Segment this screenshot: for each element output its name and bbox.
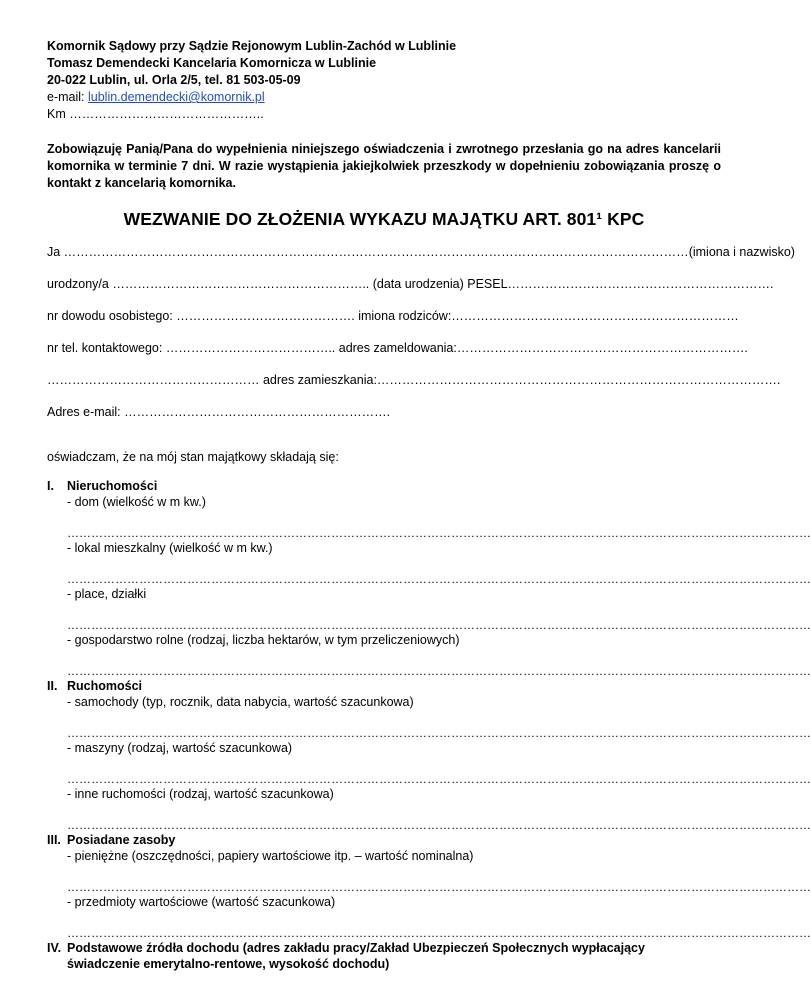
list-item: - gospodarstwo rolne (rodzaj, liczba hektarów, w tym przeliczeniowych)	[67, 633, 460, 647]
list-item: - samochody (typ, rocznik, data nabycia, wartość szacunkowa)	[67, 695, 414, 709]
header-office: Tomasz Demendecki Kancelaria Komornicza w Lublinie	[47, 56, 377, 70]
email-field: Adres e-mail: ……………………………………………………….	[47, 405, 391, 419]
residence-label: …………………………………………… adres zamieszkania:	[47, 373, 377, 387]
document-title: WEZWANIE DO ZŁOŻENIA WYKAZU MAJĄTKU ART. 801¹ KPC	[123, 209, 645, 229]
phone-registration-row	[47, 340, 748, 356]
list-item: - dom (wielkość w m kw.)	[67, 495, 206, 509]
name-field-row	[47, 244, 795, 260]
residence-row	[47, 372, 781, 388]
section-title: Podstawowe źródła dochodu (adres zakładu pracy/Zakład Ubezpieczeń Społecznych wypłacający świadczenie emerytalno-rentowe, wysokość dochodu)	[67, 941, 645, 971]
birth-pesel-row	[47, 276, 774, 292]
id-parents-row	[47, 308, 739, 324]
obligation-notice: Zobowiązuję Panią/Pana do wypełnienia niniejszego oświadczenia i zwrotnego przesłania go na adres kancelarii komornika w terminie 7 dni. W razie wystąpienia jakiejkolwiek przeszkody w dopełnieniu zobowiązania proszę o kontakt z kancelarią komornika.	[47, 142, 721, 190]
section-assets	[47, 832, 811, 940]
list-item: - inne ruchomości (rodzaj, wartość szacunkowa)	[67, 787, 334, 801]
section-title: Ruchomości	[67, 679, 143, 693]
fill-in-line: ……………………………………………………………………………………………………………………………………………………………………	[67, 818, 811, 832]
pesel-field: ……………………………………………………….	[507, 277, 774, 291]
document-page	[47, 38, 811, 972]
list-item: - przedmioty wartościowe (wartość szacunkowa)	[67, 895, 336, 909]
name-field-label: (imiona i nazwisko)	[688, 245, 795, 259]
fill-in-line: ……………………………………………………………………………………………………………………………………………………………………	[67, 772, 811, 786]
phone-field: nr tel. kontaktowego: ………………………………….. adres zameldowania:	[47, 341, 457, 355]
email-link[interactable]: lublin.demendecki@komornik.pl	[87, 90, 265, 104]
list-item: - lokal mieszkalny (wielkość w m kw.)	[67, 541, 273, 555]
residence-address-field: …………………………………………………………………………………….	[376, 373, 781, 387]
section-title: Posiadane zasoby	[67, 833, 176, 847]
parents-names-field: ……………………………………………………………	[451, 309, 739, 323]
list-item: - maszyny (rodzaj, wartość szacunkowa)	[67, 741, 293, 755]
section-real-estate	[47, 478, 811, 678]
section-number: II.	[47, 679, 58, 693]
fill-in-line: ……………………………………………………………………………………………………………………………………………………………………	[67, 526, 811, 540]
section-number: III.	[47, 833, 61, 847]
list-item: - pieniężne (oszczędności, papiery wartościowe itp. – wartość nominalna)	[67, 849, 474, 863]
birth-date-field: urodzony/a …………………………………………………….. (data urodzenia) PESEL	[47, 277, 508, 291]
list-item: - place, działki	[67, 587, 147, 601]
section-number: IV.	[47, 941, 62, 955]
bailiff-header	[47, 38, 721, 123]
fill-in-line: ……………………………………………………………………………………………………………………………………………………………………	[67, 880, 811, 894]
section-number: I.	[47, 479, 54, 493]
section-income	[47, 940, 721, 972]
section-title: Nieruchomości	[67, 479, 158, 493]
header-email-line	[47, 89, 721, 106]
statement-text: oświadczam, że na mój stan majątkowy składają się:	[47, 450, 339, 464]
email-label: e-mail:	[47, 90, 88, 104]
header-address: 20-022 Lublin, ul. Orla 2/5, tel. 81 503-05-09	[47, 73, 301, 87]
fill-in-line: ……………………………………………………………………………………………………………………………………………………………………	[67, 618, 811, 632]
fill-in-line: ……………………………………………………………………………………………………………………………………………………………………	[67, 572, 811, 586]
email-field-row	[47, 404, 721, 420]
id-card-field: nr dowodu osobistego: ……………………………………. imiona rodziców:	[47, 309, 452, 323]
fill-in-line: ……………………………………………………………………………………………………………………………………………………………………	[67, 926, 811, 940]
header-court: Komornik Sądowy przy Sądzie Rejonowym Lublin-Zachód w Lublinie	[47, 39, 457, 53]
section-movables	[47, 678, 811, 832]
fill-in-line: ……………………………………………………………………………………………………………………………………………………………………	[67, 664, 811, 678]
fill-in-line: ……………………………………………………………………………………………………………………………………………………………………	[67, 726, 811, 740]
name-field: Ja ……………………………………………………………………………………………………………………………………	[47, 245, 689, 259]
registration-address-field: …………………………………………………………….	[456, 341, 748, 355]
case-number-field: Km ………………………………………..	[47, 107, 264, 121]
